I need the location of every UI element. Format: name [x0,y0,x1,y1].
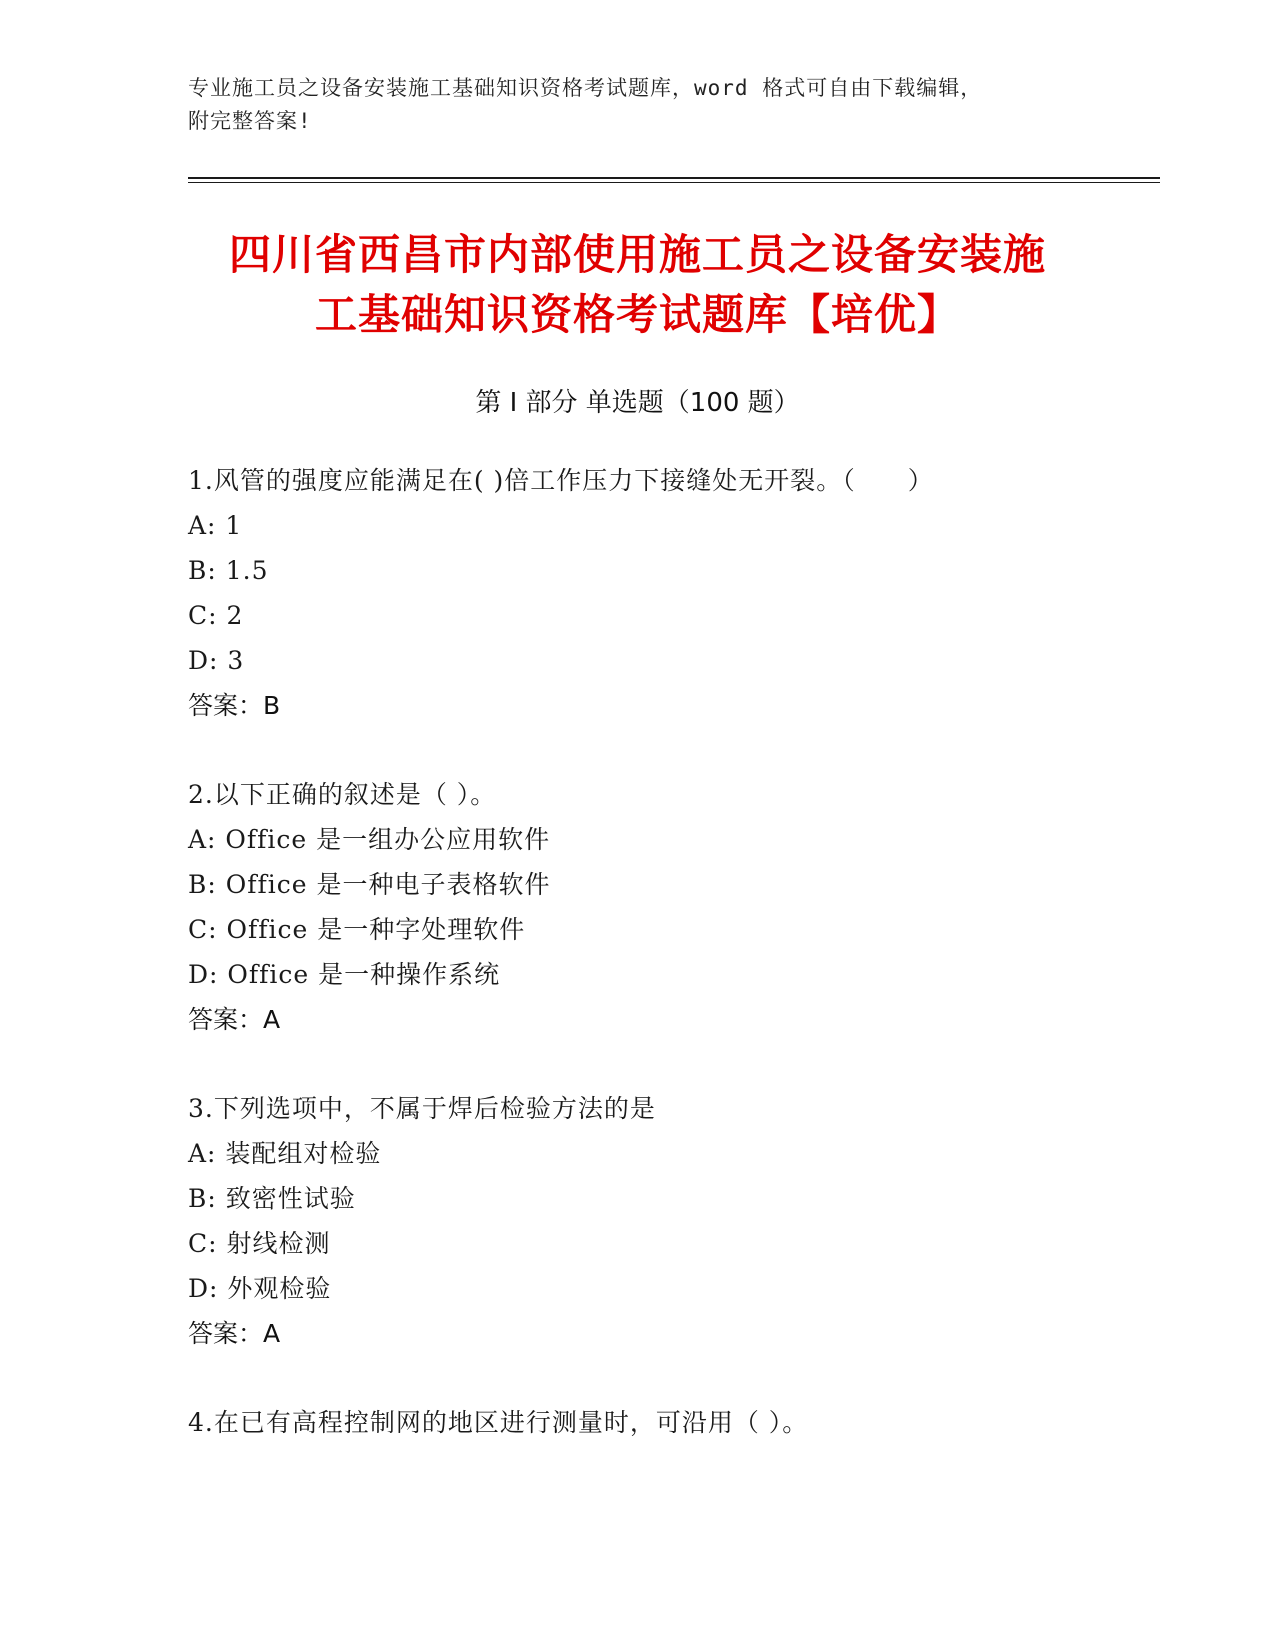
option-b: B: 1.5 [188,556,269,585]
header-note-line-1: 专业施工员之设备安装施工基础知识资格考试题库，word 格式可自由下载编辑， [188,76,983,100]
answer-line [188,997,1138,1042]
question-4 [188,1400,1138,1445]
header-note [188,72,1068,138]
question-3 [188,1086,1138,1356]
question-text: 3.下列选项中，不属于焊后检验方法的是 [188,1094,656,1123]
question-2 [188,772,1138,1042]
question-text: 2.以下正确的叙述是（ ）。 [188,780,497,809]
option-a: A: Office 是一组办公应用软件 [188,825,551,854]
option-a: A: 1 [188,511,243,540]
answer-label: 答案： [188,1319,264,1348]
answer-label: 答案： [188,691,264,720]
question-text: 1.风管的强度应能满足在( )倍工作压力下接缝处无开裂。（ ） [188,466,934,495]
question-1 [188,458,1138,728]
document-title-line-1: 四川省西昌市内部使用施工员之设备安装施 [228,230,1046,279]
option-d: D: 外观检验 [188,1274,332,1303]
option-c: C: 射线检测 [188,1229,331,1258]
header-divider-thin [188,182,1160,183]
header-note-line-2: 附完整答案! [188,109,312,133]
option-b: B: Office 是一种电子表格软件 [188,870,551,899]
section-title: 第 I 部分 单选题（100 题） [475,388,800,418]
option-b: B: 致密性试验 [188,1184,356,1213]
answer-label: 答案： [188,1005,264,1034]
option-d: D: Office 是一种操作系统 [188,960,501,989]
document-title-line-2: 工基础知识资格考试题库【培优】 [314,290,960,339]
option-c: C: Office 是一种字处理软件 [188,915,526,944]
option-d: D: 3 [188,646,245,675]
option-c: C: 2 [188,601,244,630]
answer-value: A [263,1319,281,1348]
header-divider-thick [188,177,1160,179]
answer-value: B [263,691,281,720]
answer-value: A [263,1005,281,1034]
question-text: 4.在已有高程控制网的地区进行测量时，可沿用（ ）。 [188,1408,809,1437]
document-title [150,225,1125,345]
answer-line [188,1311,1138,1356]
answer-line [188,683,1138,728]
option-a: A: 装配组对检验 [188,1139,382,1168]
